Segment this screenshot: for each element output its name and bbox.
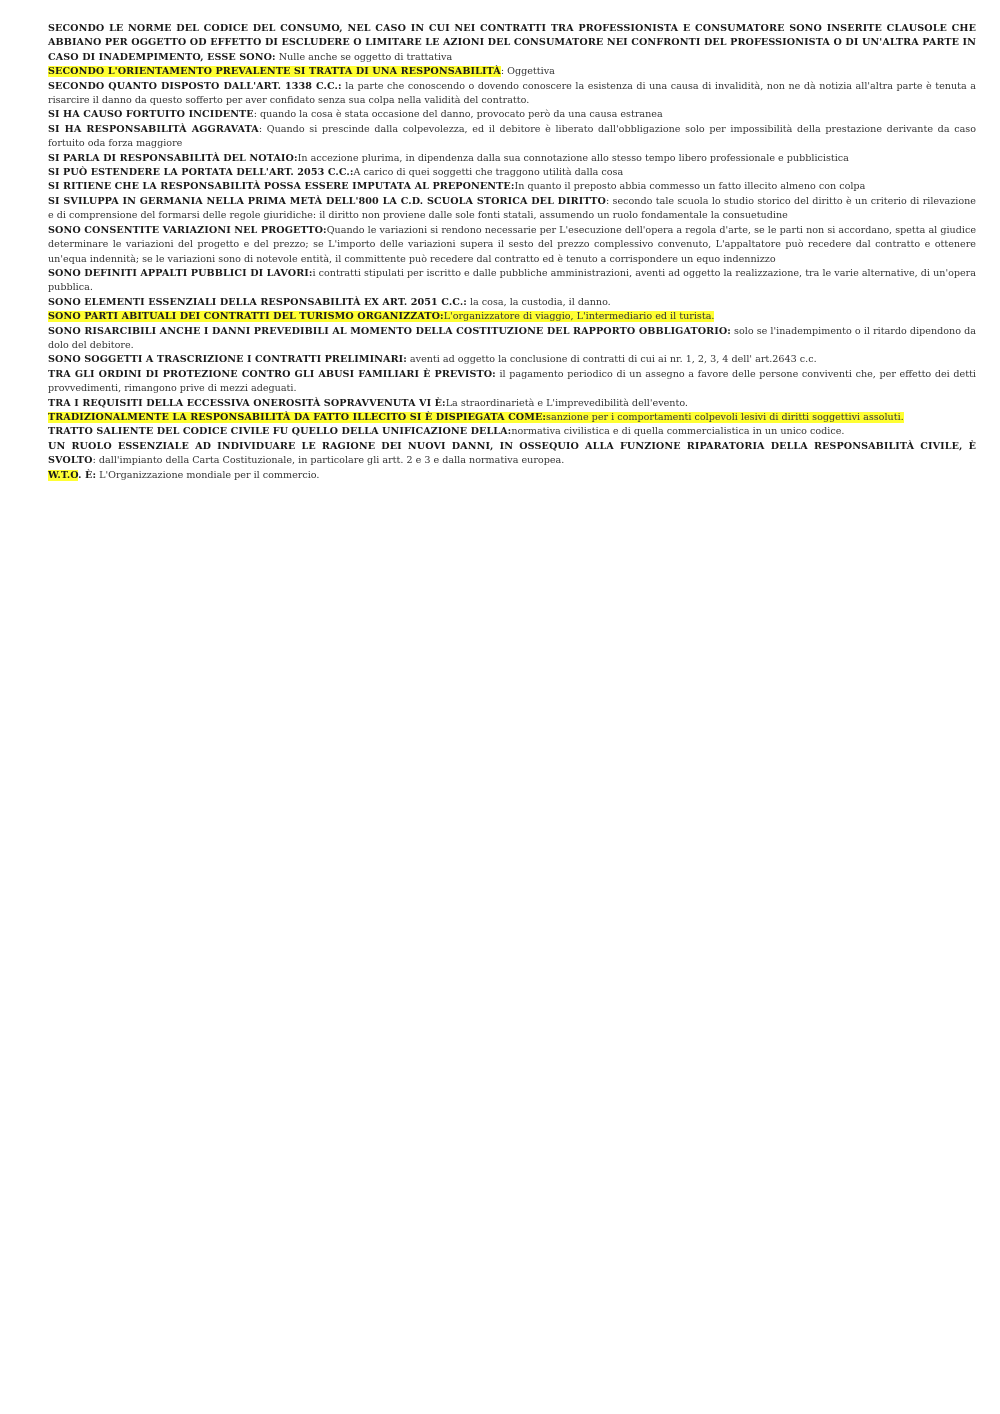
question-text: TRA GLI ORDINI DI PROTEZIONE CONTRO GLI ABUSI FAMILIARI È PREVISTO: — [48, 368, 496, 380]
answer-text: In accezione plurima, in dipendenza dalla sua connotazione allo stesso tempo libero professionale e pubblicistica — [297, 152, 849, 164]
answer-text: sanzione per i comportamenti colpevoli lesivi di diritti soggettivi assoluti. — [546, 411, 904, 423]
question-text: SONO DEFINITI APPALTI PUBBLICI DI LAVORI: — [48, 267, 313, 279]
answer-text: Nulle anche se oggetto di trattativa — [275, 51, 453, 63]
question-text: SECONDO QUANTO DISPOSTO DALL'ART. 1338 C.C.: — [48, 80, 342, 92]
answer-text: In quanto il preposto abbia commesso un fatto illecito almeno con colpa — [514, 181, 866, 193]
question-text-suffix: . È: — [78, 469, 97, 481]
qa-entry — [48, 22, 976, 65]
question-text: SONO CONSENTITE VARIAZIONI NEL PROGETTO: — [48, 224, 327, 236]
qa-entry — [48, 80, 976, 109]
qa-entry — [48, 353, 976, 367]
answer-text: L'organizzatore di viaggio, L'intermediario ed il turista. — [443, 311, 715, 323]
qa-entry — [48, 325, 976, 354]
question-text: SI SVILUPPA IN GERMANIA NELLA PRIMA METÀ DELL'800 LA C.D. SCUOLA STORICA DEL DIRITTO — [48, 195, 606, 207]
answer-text: : quando la cosa è stata occasione del danno, provocato però da una causa estranea — [253, 109, 663, 121]
qa-entry — [48, 411, 976, 425]
qa-entry — [48, 152, 976, 166]
qa-entry — [48, 425, 976, 439]
qa-entry — [48, 310, 976, 324]
qa-entry — [48, 469, 976, 483]
answer-text: A carico di quei soggetti che traggono utilità dalla cosa — [353, 167, 624, 179]
question-text: SONO SOGGETTI A TRASCRIZIONE I CONTRATTI PRELIMINARI: — [48, 354, 407, 366]
qa-entry — [48, 195, 976, 224]
qa-entry — [48, 440, 976, 469]
answer-text: aventi ad oggetto la conclusione di contratti di cui ai nr. 1, 2, 3, 4 dell' art.2643 c.c. — [406, 354, 817, 366]
qa-entry — [48, 123, 976, 152]
answer-text: Quando le variazioni si rendono necessarie per L'esecuzione dell'opera a regola d'arte, se le parti non si accordano, spetta al giudice determinare le variazioni del progetto e del prezzo; se L'importo delle variazioni supera il sesto del prezzo complessivo convenuto, L'appaltatore può recedere dal contratto e ottenere un'equa indennità; se le variazioni sono di notevole entità, il committente può recedere dal contratto ed è tenuto a corrispondere un equo indennizzo — [48, 224, 976, 265]
question-text: TRADIZIONALMENTE LA RESPONSABILITÀ DA FATTO ILLECITO SI È DISPIEGATA COME: — [48, 411, 547, 423]
question-text: SI PARLA DI RESPONSABILITÀ DEL NOTAIO: — [48, 152, 298, 164]
question-text: SECONDO L'ORIENTAMENTO PREVALENTE SI TRATTA DI UNA RESPONSABILITÀ — [48, 66, 501, 78]
document-page — [48, 22, 976, 483]
qa-entry — [48, 397, 976, 411]
qa-entry — [48, 224, 976, 267]
question-text: SONO ELEMENTI ESSENZIALI DELLA RESPONSABILITÀ EX ART. 2051 C.C.: — [48, 296, 467, 308]
question-text: TRATTO SALIENTE DEL CODICE CIVILE FU QUELLO DELLA UNIFICAZIONE DELLA: — [48, 426, 512, 438]
answer-text: La straordinarietà e L'imprevedibilità dell'evento. — [445, 397, 688, 409]
question-text: TRA I REQUISITI DELLA ECCESSIVA ONEROSITÀ SOPRAVVENUTA VI È: — [48, 397, 446, 409]
qa-entry — [48, 368, 976, 397]
answer-text: solo se l'inadempimento o il ritardo dipendono da dolo del debitore. — [48, 325, 976, 351]
answer-text: la cosa, la custodia, il danno. — [466, 296, 611, 308]
answer-text: la parte che conoscendo o dovendo conoscere la esistenza di una causa di invalidità, non ne dà notizia all'altra parte è tenuta a risarcire il danno da questo sofferto per aver confidato senza sua colpa nella validità del contratto. — [48, 80, 976, 107]
answer-text: L'Organizzazione mondiale per il commercio. — [96, 469, 320, 481]
answer-text: i contratti stipulati per iscritto e dalle pubbliche amministrazioni, aventi ad oggetto la realizzazione, tra le varie alternative, di un'opera pubblica. — [48, 267, 976, 294]
question-text: SI PUÒ ESTENDERE LA PORTATA DELL'ART. 2053 C.C.: — [48, 167, 354, 179]
answer-text: : Quando si prescinde dalla colpevolezza, ed il debitore è liberato dall'obbligazione solo per impossibilità della prestazione derivante da caso fortuito oda forza maggiore — [48, 123, 976, 150]
question-text: UN RUOLO ESSENZIALE AD INDIVIDUARE LE RAGIONE DEI NUOVI DANNI, IN OSSEQUIO ALLA FUNZIONE RIPARATORIA DELLA RESPONSABILITÀ CIVILE, È SVOLTO — [48, 440, 976, 467]
question-text: SONO PARTI ABITUALI DEI CONTRATTI DEL TURISMO ORGANIZZATO: — [48, 311, 444, 323]
qa-entry — [48, 166, 976, 180]
question-text: SI RITIENE CHE LA RESPONSABILITÀ POSSA ESSERE IMPUTATA AL PREPONENTE: — [48, 181, 515, 193]
question-text: W.T.O — [48, 469, 79, 481]
qa-entry — [48, 108, 976, 122]
qa-entry — [48, 65, 976, 79]
question-text: SECONDO LE NORME DEL CODICE DEL CONSUMO, NEL CASO IN CUI NEI CONTRATTI TRA PROFESSIONISTA E CONSUMATORE SONO INSERITE CLAUSOLE CHE ABBIANO PER OGGETTO OD EFFETTO DI ESCLUDERE O LIMITARE LE AZIONI DEL CONSUMATORE NEI CONFRONTI DEL PROFESSIONISTA O DI UN'ALTRA PARTE IN CASO DI INADEMPIMENTO, ESSE SONO: — [48, 23, 976, 63]
answer-text: il pagamento periodico di un assegno a favore delle persone conviventi che, per effetto dei detti provvedimenti, rimangono prive di mezzi adeguati. — [48, 368, 976, 395]
question-text: SONO RISARCIBILI ANCHE I DANNI PREVEDIBILI AL MOMENTO DELLA COSTITUZIONE DEL RAPPORTO OBBLIGATORIO: — [48, 325, 731, 337]
question-text: SI HA CAUSO FORTUITO INCIDENTE — [48, 109, 254, 121]
qa-entry — [48, 296, 976, 310]
answer-text: normativa civilistica e di quella commercialistica in un unico codice. — [511, 426, 845, 438]
qa-entry — [48, 267, 976, 296]
qa-entry — [48, 180, 976, 194]
question-text: SI HA RESPONSABILITÀ AGGRAVATA — [48, 123, 259, 135]
answer-text: : secondo tale scuola lo studio storico del diritto è un criterio di rilevazione e di comprensione del formarsi delle regole giuridiche: il diritto non proviene dalle sole fonti statali, assumendo un ruolo fondamentale la consuetudine — [48, 195, 976, 222]
answer-text: : Oggettiva — [500, 66, 555, 78]
answer-text: : dall'impianto della Carta Costituzionale, in particolare gli artt. 2 e 3 e dalla normativa europea. — [92, 455, 565, 467]
